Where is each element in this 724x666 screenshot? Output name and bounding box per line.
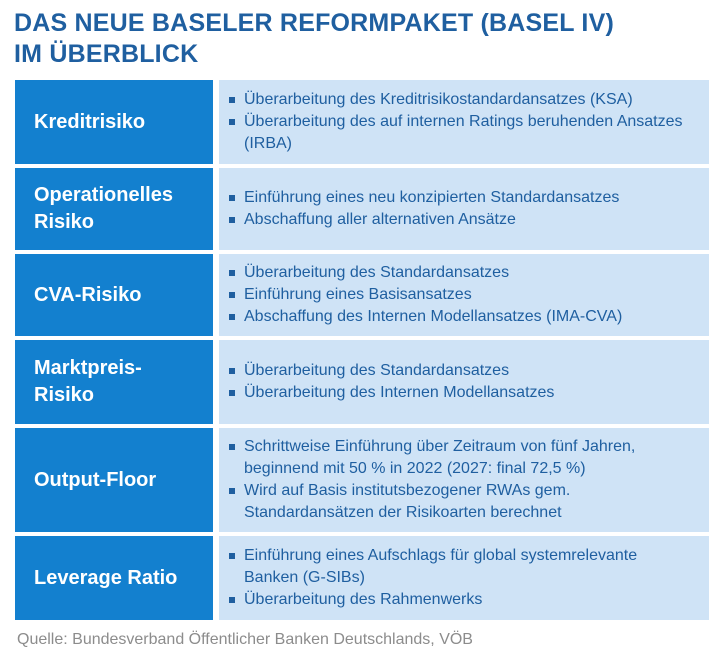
overview-table [15,80,709,620]
row-label [15,536,213,620]
row-content [219,428,709,532]
row-content [219,340,709,424]
row-label [15,340,213,424]
bullet-list [227,262,622,328]
title-line-2: IM ÜBERBLICK [14,40,199,68]
row-label-text: Kreditrisiko [34,110,146,133]
row-label-text: Marktpreis- Risiko [34,357,142,406]
row-content [219,254,709,336]
bullet-list [227,545,695,611]
title-line-1: DAS NEUE BASELER REFORMPAKET (BASEL IV) [14,9,614,37]
row-label [15,428,213,532]
row-content [219,80,709,164]
row-label-text: Output-Floor [34,468,157,491]
row-content [219,536,709,620]
row-content [219,168,709,250]
row-label [15,168,213,250]
list-item: Überarbeitung des Standardansatzes [227,262,622,284]
page-title [14,8,704,70]
row-label [15,254,213,336]
list-item: Überarbeitung des Standardansatzes [227,360,554,382]
table-row [15,536,709,620]
list-item: Einführung eines neu konzipierten Standardansatzes [227,187,619,209]
list-item: Abschaffung des Internen Modellansatzes (IMA-CVA) [227,306,622,328]
list-item: Einführung eines Aufschlags für global systemrelevante Banken (G-SIBs) [227,545,695,589]
bullet-list [227,89,695,155]
row-label [15,80,213,164]
row-label-text: Leverage Ratio [34,566,178,589]
list-item: Abschaffung aller alternativen Ansätze [227,209,619,231]
list-item: Überarbeitung des Rahmenwerks [227,589,695,611]
list-item: Überarbeitung des auf internen Ratings beruhenden Ansatzes (IRBA) [227,111,695,155]
row-label-text: CVA-Risiko [34,283,142,306]
source-note: Quelle: Bundesverband Öffentlicher Banken Deutschlands, VÖB [17,631,473,648]
table-row [15,254,709,336]
table-row [15,80,709,164]
list-item: Überarbeitung des Kreditrisikostandardansatzes (KSA) [227,89,695,111]
table-row [15,168,709,250]
list-item: Einführung eines Basisansatzes [227,284,622,306]
row-label-text: Operationelles Risiko [34,184,173,233]
list-item: Schrittweise Einführung über Zeitraum von fünf Jahren, beginnend mit 50 % in 2022 (2027: final 72,5 %) [227,436,695,480]
list-item: Wird auf Basis institutsbezogener RWAs gem. Standardansätzen der Risikoarten berechnet [227,480,695,524]
bullet-list [227,187,619,231]
table-row [15,428,709,532]
list-item: Überarbeitung des Internen Modellansatzes [227,382,554,404]
bullet-list [227,436,695,524]
table-row [15,340,709,424]
bullet-list [227,360,554,404]
